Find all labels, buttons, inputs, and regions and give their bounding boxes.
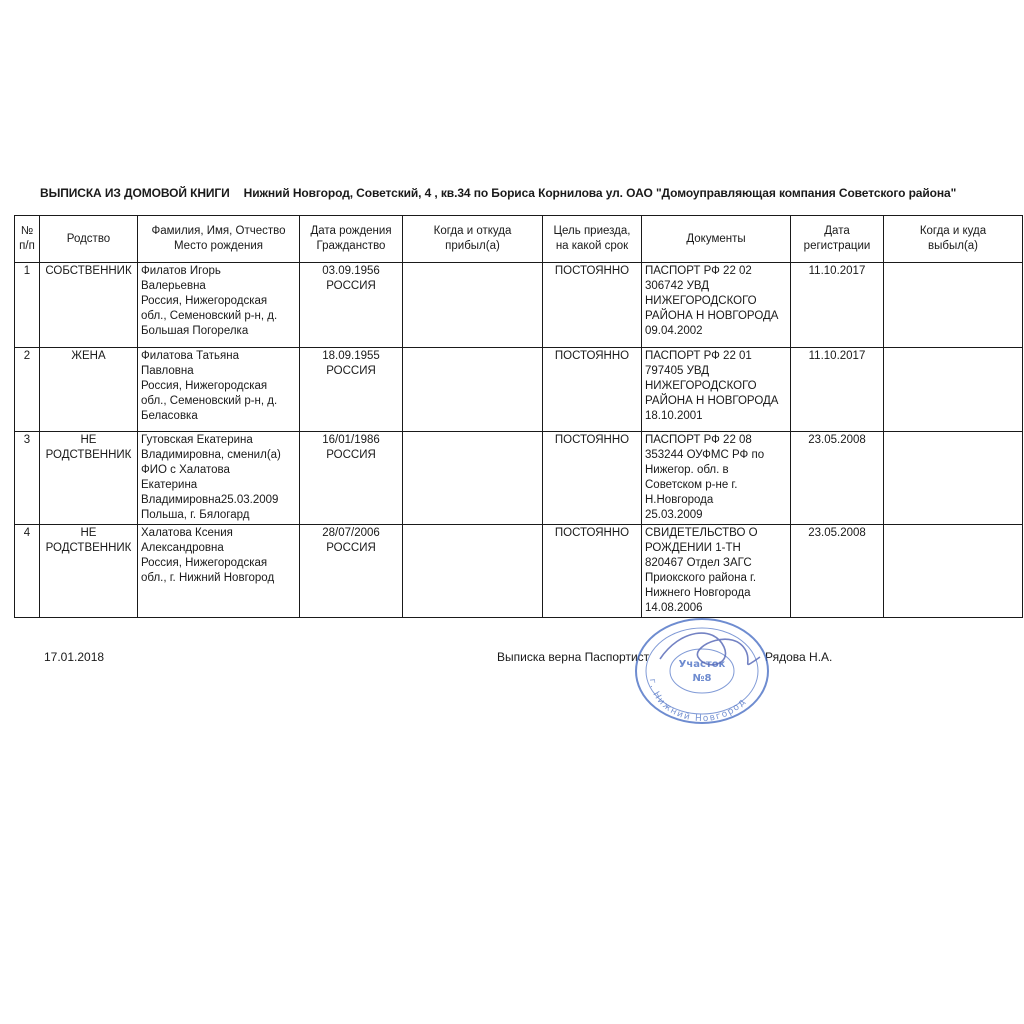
document-title — [40, 186, 1020, 200]
col-header-fio: Фамилия, Имя, Отчество Место рождения — [138, 216, 300, 263]
col-header-reg-date: Дата регистрации — [791, 216, 884, 263]
row-docs: ПАСПОРТ РФ 22 01 797405 УВД НИЖЕГОРОДСКОГО РАЙОНА Н НОВГОРОДА 18.10.2001 — [642, 348, 791, 432]
row-reg-date: 11.10.2017 — [791, 348, 884, 432]
row-reg-date: 11.10.2017 — [791, 263, 884, 348]
table-header-row — [15, 216, 1023, 263]
row-relation: НЕ РОДСТВЕННИК — [40, 525, 138, 618]
row-fio: Филатова Татьяна Павловна Россия, Нижегородская обл., Семеновский р-н, д. Беласовка — [138, 348, 300, 432]
row-fio: Халатова Ксения Александровна Россия, Нижегородская обл., г. Нижний Новгород — [138, 525, 300, 618]
row-purpose: ПОСТОЯННО — [543, 348, 642, 432]
row-docs: ПАСПОРТ РФ 22 08 353244 ОУФМС РФ по Нижегор. обл. в Советском р-не г. Н.Новгорода 25.03.2009 — [642, 432, 791, 525]
document-title-label: ВЫПИСКА ИЗ ДОМОВОЙ КНИГИ — [40, 186, 230, 200]
col-header-num: № п/п — [15, 216, 40, 263]
row-purpose: ПОСТОЯННО — [543, 263, 642, 348]
row-left — [884, 348, 1023, 432]
row-relation: ЖЕНА — [40, 348, 138, 432]
row-num: 3 — [15, 432, 40, 525]
row-fio: Гутовская Екатерина Владимировна, сменил(а) ФИО с Халатова Екатерина Владимировна25.03.2009 Польша, г. Бялогард — [138, 432, 300, 525]
row-docs: СВИДЕТЕЛЬСТВО О РОЖДЕНИИ 1-ТН 820467 Отдел ЗАГС Приокского района г. Нижнего Новгорода 14.08.2006 — [642, 525, 791, 618]
table-row — [15, 348, 1023, 432]
table-row — [15, 263, 1023, 348]
house-book-table — [14, 215, 1023, 618]
document-address: Нижний Новгород, Советский, 4 , кв.34 по Бориса Корнилова ул. ОАО "Домоуправляющая компания Советского района" — [243, 186, 957, 200]
col-header-arrived: Когда и откуда прибыл(а) — [403, 216, 543, 263]
row-birth: 18.09.1955 РОССИЯ — [300, 348, 403, 432]
row-left — [884, 432, 1023, 525]
row-arrived — [403, 432, 543, 525]
row-birth: 16/01/1986 РОССИЯ — [300, 432, 403, 525]
table-row — [15, 432, 1023, 525]
col-header-left: Когда и куда выбыл(а) — [884, 216, 1023, 263]
stamp-ring-text: г. Нижний Новгород — [646, 678, 749, 725]
col-header-birth: Дата рождения Гражданство — [300, 216, 403, 263]
row-arrived — [403, 525, 543, 618]
row-reg-date: 23.05.2008 — [791, 432, 884, 525]
row-purpose: ПОСТОЯННО — [543, 525, 642, 618]
col-header-relation: Родство — [40, 216, 138, 263]
footer-date: 17.01.2018 — [44, 650, 105, 664]
row-birth: 28/07/2006 РОССИЯ — [300, 525, 403, 618]
row-num: 2 — [15, 348, 40, 432]
row-purpose: ПОСТОЯННО — [543, 432, 642, 525]
row-relation: СОБСТВЕННИК — [40, 263, 138, 348]
row-arrived — [403, 348, 543, 432]
stamp-seal — [622, 607, 782, 727]
row-reg-date: 23.05.2008 — [791, 525, 884, 618]
row-fio: Филатов Игорь Валерьевна Россия, Нижегородская обл., Семеновский р-н, д. Большая Погорелка — [138, 263, 300, 348]
footer-certification: Выписка верна Паспортист — [497, 650, 650, 664]
stamp-center-number: №8 — [692, 673, 712, 684]
table-row — [15, 525, 1023, 618]
row-relation: НЕ РОДСТВЕННИК — [40, 432, 138, 525]
row-left — [884, 263, 1023, 348]
col-header-purpose: Цель приезда, на какой срок — [543, 216, 642, 263]
row-birth: 03.09.1956 РОССИЯ — [300, 263, 403, 348]
row-num: 1 — [15, 263, 40, 348]
footer-passport-officer: Рядова Н.А. — [765, 650, 833, 664]
col-header-docs: Документы — [642, 216, 791, 263]
row-docs: ПАСПОРТ РФ 22 02 306742 УВД НИЖЕГОРОДСКОГО РАЙОНА Н НОВГОРОДА 09.04.2002 — [642, 263, 791, 348]
stamp-center-text: Участок — [678, 659, 726, 670]
row-left — [884, 525, 1023, 618]
row-arrived — [403, 263, 543, 348]
row-num: 4 — [15, 525, 40, 618]
